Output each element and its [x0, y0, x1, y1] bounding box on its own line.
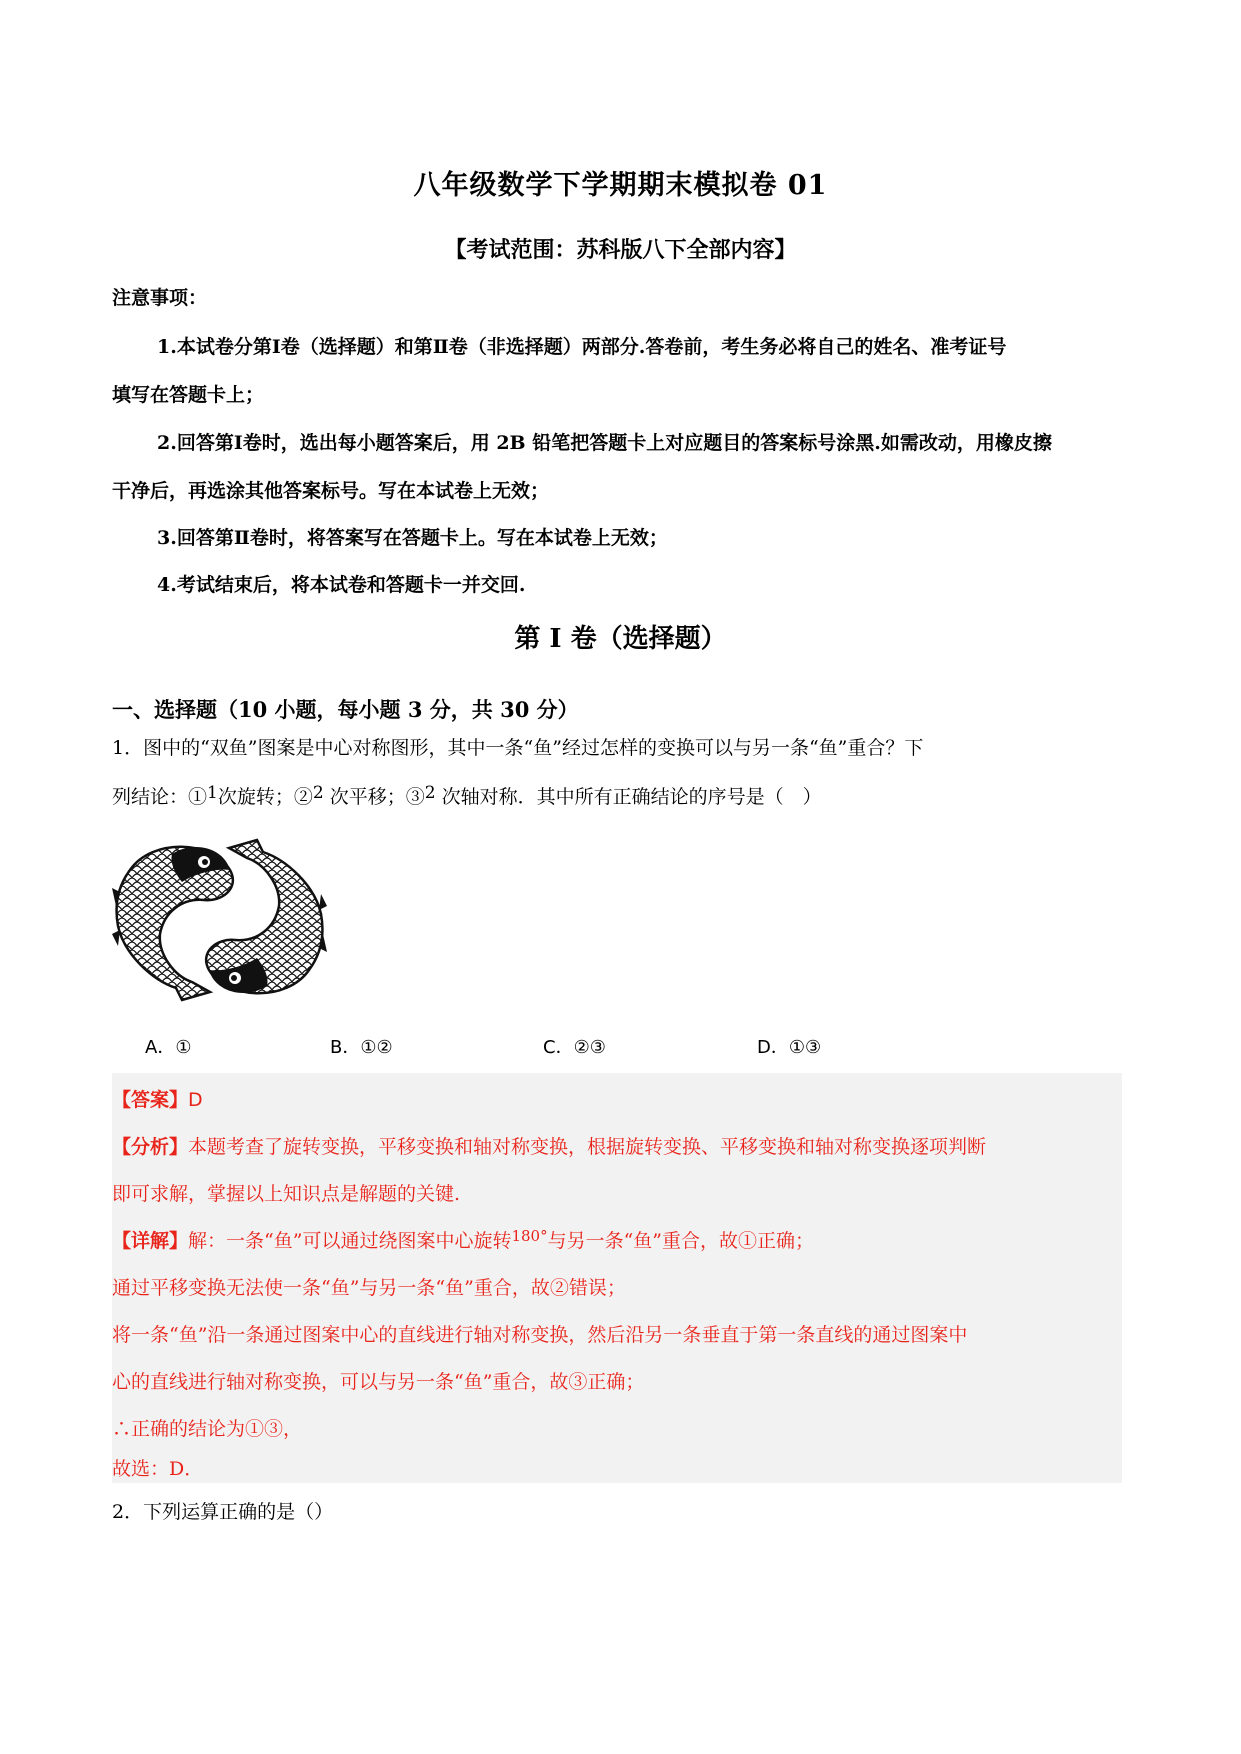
- detail-text-6a: 故选：: [112, 1458, 170, 1480]
- final-choice: D．: [169, 1458, 204, 1480]
- detail-line-3: 将一条“鱼”沿一条通过图案中心的直线进行轴对称变换，然后沿另一条垂直于第一条直线的通过图案中: [112, 1324, 968, 1346]
- option-b[interactable]: B．①②: [330, 1037, 393, 1058]
- notice-item-2-cont: 干净后，再选涂其他答案标号。写在本试卷上无效；: [112, 480, 550, 502]
- analysis-text-1: 本题考查了旋转变换，平移变换和轴对称变换，根据旋转变换、平移变换和轴对称变换逐项判断: [188, 1136, 987, 1158]
- q1-suffix: 次轴对称．其中所有正确结论的序号是（ ）: [435, 786, 822, 808]
- page-title: 八年级数学下学期期末模拟卷 01: [413, 170, 828, 201]
- detail-line-6: [112, 1454, 203, 1481]
- answer-line: [112, 1085, 203, 1112]
- detail-text-1b: 与另一条“鱼”重合，故①正确；: [547, 1230, 815, 1252]
- notice-item-1: 1.本试卷分第Ⅰ卷（选择题）和第Ⅱ卷（非选择题）两部分.答卷前，考生务必将自己的姓名、准考证号: [157, 336, 1007, 358]
- notice-item-2: 2.回答第Ⅰ卷时，选出每小题答案后，用 2B 铅笔把答题卡上对应题目的答案标号涂黑.如需改动，用橡皮擦: [157, 432, 1052, 454]
- q1-prefix: 列结论：①: [112, 786, 208, 808]
- exam-scope: 【考试范围：苏科版八下全部内容】: [444, 237, 797, 263]
- notice-item-4: 4.考试结束后，将本试卷和答题卡一并交回.: [157, 574, 526, 596]
- detail-tag: 【详解】: [112, 1230, 189, 1252]
- detail-line-2: 通过平移变换无法使一条“鱼”与另一条“鱼”重合，故②错误；: [112, 1277, 626, 1299]
- answer-tag: 【答案】: [112, 1089, 189, 1111]
- notice-item-3: 3.回答第Ⅱ卷时，将答案写在答题卡上。写在本试卷上无效；: [157, 527, 668, 549]
- option-c[interactable]: C．②③: [543, 1037, 606, 1058]
- q1-text-translate: 次平移；③: [323, 786, 425, 808]
- question-2: 2．下列运算正确的是（）: [112, 1501, 334, 1523]
- detail-line-5: ∴正确的结论为①③，: [112, 1418, 303, 1440]
- detail-line-1: [112, 1226, 814, 1253]
- option-d[interactable]: D．①③: [757, 1037, 822, 1058]
- question-1-line-2: [112, 782, 822, 809]
- double-fish-figure: [112, 830, 327, 1010]
- detail-text-1a: 解：一条“鱼”可以通过绕图案中心旋转: [188, 1230, 512, 1252]
- rotation-angle: 180°: [511, 1227, 548, 1245]
- section-title: 第 I 卷（选择题）: [514, 624, 727, 654]
- question-1-line-1: 1．图中的“双鱼”图案是中心对称图形，其中一条“鱼”经过怎样的变换可以与另一条“鱼”重合？下: [112, 737, 924, 759]
- detail-line-4: 心的直线进行轴对称变换，可以与另一条“鱼”重合，故③正确；: [112, 1371, 645, 1393]
- q1-num-translate: 2: [312, 783, 324, 803]
- answer-value: D: [188, 1089, 203, 1111]
- notice-heading: 注意事项：: [112, 287, 208, 309]
- notice-item-1-cont: 填写在答题卡上；: [112, 384, 265, 406]
- analysis-line-1: [112, 1132, 986, 1159]
- analysis-tag: 【分析】: [112, 1136, 189, 1158]
- part-heading: 一、选择题（10 小题，每小题 3 分，共 30 分）: [112, 697, 579, 722]
- q1-num-rotate: 1: [207, 783, 218, 803]
- option-a[interactable]: A．①: [145, 1037, 192, 1058]
- analysis-line-2: 即可求解，掌握以上知识点是解题的关键.: [112, 1183, 461, 1205]
- q1-num-reflect: 2: [424, 783, 436, 803]
- q1-text-rotate: 次旋转；②: [217, 786, 313, 808]
